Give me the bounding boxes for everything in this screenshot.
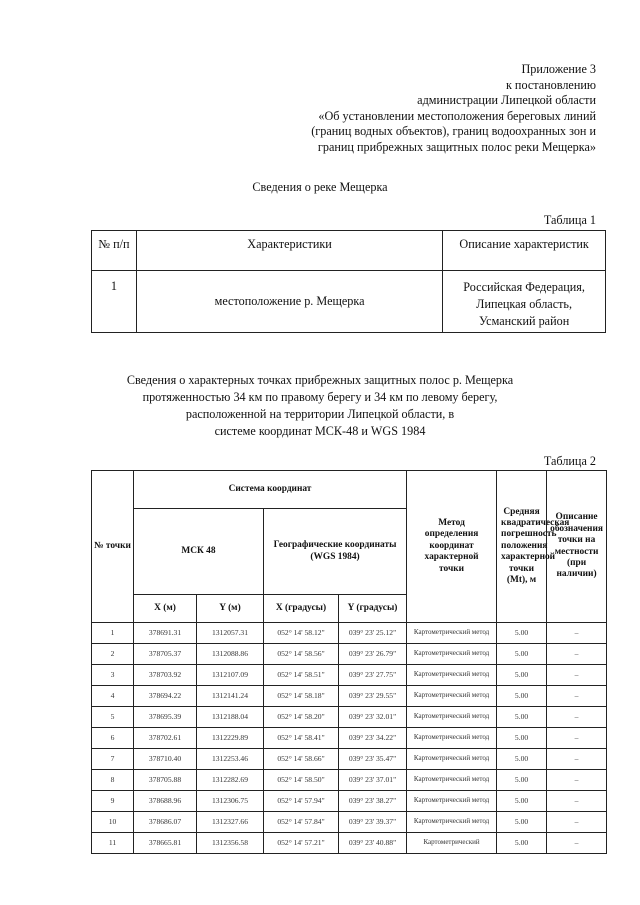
cell-x-deg: 052° 14' 57.94" [264, 791, 339, 812]
cell-x-deg: 052° 14' 58.50" [264, 770, 339, 791]
cell-x-m: 378705.88 [134, 770, 197, 791]
river-info-table [91, 230, 606, 333]
cell-error: 5.00 [497, 791, 547, 812]
header-y-deg: Y (градусы) [339, 595, 407, 623]
cell-descr: – [547, 665, 607, 686]
cell-x-deg: 052° 14' 58.56" [264, 644, 339, 665]
cell-x-m: 378691.31 [134, 623, 197, 644]
cell-y-deg: 039° 23' 32.01" [339, 707, 407, 728]
cell-y-deg: 039° 23' 39.37" [339, 812, 407, 833]
header-x-m: X (м) [134, 595, 197, 623]
appendix-line: (границ водных объектов), границ водоохранных зон и [311, 124, 596, 139]
cell-x-m: 378710.40 [134, 749, 197, 770]
cell-y-deg: 039° 23' 27.75" [339, 665, 407, 686]
section2-title-line: протяженностью 34 км по правому берегу и 34 км по левому берегу, [142, 390, 498, 404]
cell-y-m: 1312107.09 [197, 665, 264, 686]
cell-y-m: 1312306.75 [197, 791, 264, 812]
table-row [92, 728, 607, 749]
cell-x-deg: 052° 14' 58.12" [264, 623, 339, 644]
cell-method: Картометрический [407, 833, 497, 854]
table-row [92, 644, 607, 665]
cell-x-m: 378688.96 [134, 791, 197, 812]
cell-descr: – [547, 623, 607, 644]
cell-point-num: 6 [92, 728, 134, 749]
cell-x-deg: 052° 14' 58.20" [264, 707, 339, 728]
cell-method: Картометрический метод [407, 686, 497, 707]
cell-y-deg: 039° 23' 25.12" [339, 623, 407, 644]
table-row [92, 791, 607, 812]
cell-x-m: 378703.92 [134, 665, 197, 686]
header-num-text: № п/п [98, 237, 130, 251]
cell-x-m: 378695.39 [134, 707, 197, 728]
cell-x-m: 378702.61 [134, 728, 197, 749]
table1-label: Таблица 1 [543, 213, 596, 227]
table-row [92, 749, 607, 770]
cell-point-num: 5 [92, 707, 134, 728]
header-point-num: № точки [92, 471, 134, 623]
cell-point-num: 2 [92, 644, 134, 665]
header-x-deg: X (градусы) [264, 595, 339, 623]
appendix-header [256, 62, 596, 156]
cell-error: 5.00 [497, 770, 547, 791]
cell-y-deg: 039° 23' 26.79" [339, 644, 407, 665]
row-desc [443, 271, 606, 333]
cell-method: Картометрический метод [407, 644, 497, 665]
cell-error: 5.00 [497, 833, 547, 854]
header-desc: Описание характеристик [443, 231, 606, 271]
appendix-line: «Об установлении местоположения береговых линий [318, 108, 596, 123]
desc-line: Усманский район [479, 314, 570, 328]
section2-title-line: Сведения о характерных точках прибрежных защитных полос р. Мещерка [126, 373, 514, 387]
cell-point-num: 11 [92, 833, 134, 854]
cell-error: 5.00 [497, 812, 547, 833]
desc-line: Липецкая область, [476, 297, 573, 311]
cell-descr: – [547, 644, 607, 665]
cell-descr: – [547, 791, 607, 812]
cell-y-m: 1312253.46 [197, 749, 264, 770]
table-row [92, 770, 607, 791]
table-row [92, 686, 607, 707]
cell-x-deg: 052° 14' 58.51" [264, 665, 339, 686]
row-char: местоположение р. Мещерка [136, 271, 442, 333]
cell-x-m: 378686.07 [134, 812, 197, 833]
cell-descr: – [547, 770, 607, 791]
cell-y-m: 1312356.58 [197, 833, 264, 854]
appendix-line: границ прибрежных защитных полос реки Мещерка» [317, 139, 596, 154]
cell-method: Картометрический метод [407, 665, 497, 686]
cell-error: 5.00 [497, 749, 547, 770]
header-geo: Географические координаты (WGS 1984) [264, 509, 407, 595]
cell-point-num: 7 [92, 749, 134, 770]
appendix-line: к постановлению [505, 77, 596, 92]
cell-method: Картометрический метод [407, 728, 497, 749]
cell-error: 5.00 [497, 644, 547, 665]
cell-point-num: 4 [92, 686, 134, 707]
header-msk: МСК 48 [134, 509, 264, 595]
cell-method: Картометрический метод [407, 812, 497, 833]
cell-point-num: 8 [92, 770, 134, 791]
cell-y-m: 1312188.04 [197, 707, 264, 728]
cell-y-deg: 039° 23' 35.47" [339, 749, 407, 770]
row-num: 1 [92, 271, 137, 333]
cell-point-num: 9 [92, 791, 134, 812]
header-y-m: Y (м) [197, 595, 264, 623]
cell-y-deg: 039° 23' 38.27" [339, 791, 407, 812]
cell-x-m: 378665.81 [134, 833, 197, 854]
cell-descr: – [547, 707, 607, 728]
cell-method: Картометрический метод [407, 770, 497, 791]
cell-y-m: 1312282.69 [197, 770, 264, 791]
cell-y-m: 1312229.89 [197, 728, 264, 749]
cell-error: 5.00 [497, 623, 547, 644]
cell-y-m: 1312088.86 [197, 644, 264, 665]
points-table [91, 470, 607, 854]
cell-x-deg: 052° 14' 58.18" [264, 686, 339, 707]
cell-error: 5.00 [497, 728, 547, 749]
section2-title-line: расположенной на территории Липецкой области, в [185, 407, 455, 421]
cell-x-m: 378694.22 [134, 686, 197, 707]
table-row [92, 812, 607, 833]
cell-method: Картометрический метод [407, 623, 497, 644]
section2-title [0, 372, 640, 440]
header-method: Метод определения координат характерной точки [407, 471, 497, 623]
cell-point-num: 1 [92, 623, 134, 644]
cell-descr: – [547, 728, 607, 749]
appendix-line: администрации Липецкой области [417, 93, 596, 108]
cell-point-num: 3 [92, 665, 134, 686]
cell-error: 5.00 [497, 686, 547, 707]
cell-descr: – [547, 812, 607, 833]
cell-y-m: 1312141.24 [197, 686, 264, 707]
cell-descr: – [547, 749, 607, 770]
cell-x-deg: 052° 14' 57.21" [264, 833, 339, 854]
cell-y-deg: 039° 23' 40.88" [339, 833, 407, 854]
cell-method: Картометрический метод [407, 749, 497, 770]
cell-x-deg: 052° 14' 58.66" [264, 749, 339, 770]
header-error: Средняя квадратическая погрешность положения характерной точки (Mt), м [497, 471, 547, 623]
cell-y-deg: 039° 23' 37.01" [339, 770, 407, 791]
cell-method: Картометрический метод [407, 707, 497, 728]
points-table-body [92, 623, 607, 854]
table2-label: Таблица 2 [543, 454, 596, 468]
cell-descr: – [547, 833, 607, 854]
section2-title-line: системе координат МСК-48 и WGS 1984 [214, 424, 426, 438]
table-row [92, 665, 607, 686]
cell-x-deg: 052° 14' 57.84" [264, 812, 339, 833]
cell-error: 5.00 [497, 665, 547, 686]
cell-y-m: 1312327.66 [197, 812, 264, 833]
header-coord-system: Система координат [134, 471, 407, 509]
cell-x-deg: 052° 14' 58.41" [264, 728, 339, 749]
header-char: Характеристики [136, 231, 442, 271]
cell-error: 5.00 [497, 707, 547, 728]
cell-descr: – [547, 686, 607, 707]
table-row [92, 833, 607, 854]
header-descr: Описание обозначения точки на местности (при наличии) [547, 471, 607, 623]
cell-y-deg: 039° 23' 34.22" [339, 728, 407, 749]
header-num [92, 231, 137, 271]
cell-x-m: 378705.37 [134, 644, 197, 665]
appendix-line: Приложение 3 [521, 62, 596, 76]
cell-method: Картометрический метод [407, 791, 497, 812]
cell-y-deg: 039° 23' 29.55" [339, 686, 407, 707]
cell-y-m: 1312057.31 [197, 623, 264, 644]
section1-title: Сведения о реке Мещерка [252, 180, 388, 194]
table-row [92, 623, 607, 644]
table-row [92, 707, 607, 728]
cell-point-num: 10 [92, 812, 134, 833]
desc-line: Российская Федерация, [463, 280, 585, 294]
